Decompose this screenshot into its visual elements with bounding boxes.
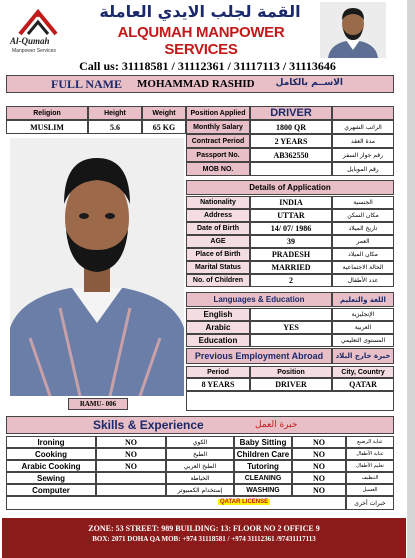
age-value: 39 [250,235,332,248]
weight-value: 65 KG [142,120,186,134]
religion-header: Religion [6,106,88,120]
dob-arabic: تاريخ الميلاد [332,222,394,235]
cooking-label: Cooking [6,448,96,460]
children-value: 2 [250,274,332,287]
position-applied-value: DRIVER [250,106,332,120]
employment-title-arabic: خبرة خارج البلاد [332,348,394,364]
position-spacer [332,106,394,120]
baby-sitting-label: Baby Sitting [234,436,292,448]
logo-icon [16,6,60,36]
ironing-value: NO [96,436,166,448]
arabic-label: Arabic [186,321,250,334]
sewing-value [96,472,166,484]
header-photo [320,2,386,58]
children-care-label: Children Care [234,448,292,460]
marital-status-arabic: الحالة الاجتماعية [332,261,394,274]
computer-value [96,484,166,496]
footer-address-line: ZONE: 53 STREET: 989 BUILDING: 13: FLOOR NO 2 OFFICE 9 [88,524,320,533]
emp-position-header: Position [250,366,332,378]
full-name-row [6,75,394,93]
height-header: Height [88,106,142,120]
tutoring-value: NO [292,460,346,472]
cooking-value: NO [96,448,166,460]
weight-header: Weight [142,106,186,120]
education-value [250,334,332,347]
cleaning-value: NO [292,472,346,484]
education-label: Education [186,334,250,347]
position-applied-header: Position Applied [186,106,250,120]
arabic-cooking-value: NO [96,460,166,472]
photo-code-badge: RAMU- 006 [68,398,128,410]
dob-label: Date of Birth [186,222,250,235]
mobile-label: MOB NO. [186,162,250,176]
tutoring-arabic: تعليم الأطفال [346,460,394,472]
cleaning-label: CLEANING [234,472,292,484]
skills-title: Skills & Experience [93,418,204,432]
marital-status-label: Marital Status [186,261,250,274]
arabic-cooking-arabic: الطبخ العربي [166,460,234,472]
arabic-title: القمة لجلب الايدي العاملة [99,2,301,21]
mobile-arabic: رقم الموبايل [332,162,394,176]
children-care-arabic: عناية الأطفال [346,448,394,460]
ironing-label: Ironing [6,436,96,448]
logo-text: Al-Qumah [10,36,50,46]
address-arabic: مكان السكن [332,209,394,222]
full-name-value: MOHAMMAD RASHID [137,78,255,90]
passport-label: Passport No. [186,148,250,162]
period-header: Period [186,366,250,378]
english-label: English [186,308,250,321]
full-name-label: FULL NAME [51,77,123,91]
age-arabic: العمر [332,235,394,248]
employment-title: Previous Employment Abroad [186,348,332,364]
full-name-arabic: الاســم بالكامل [275,78,343,88]
languages-title: Languages & Education [186,292,332,307]
english-title: ALQUMAH MANPOWER SERVICES [117,24,285,58]
contract-label: Contract Period [186,134,250,148]
place-of-birth-label: Place of Birth [186,248,250,261]
washing-value: NO [292,484,346,496]
children-arabic: عدد الأطفال [332,274,394,287]
emp-position-value: DRIVER [250,378,332,391]
city-country-value: QATAR [332,378,394,391]
address-value: UTTAR [250,209,332,222]
english-value [250,308,332,321]
cooking-arabic: الطبخ [166,448,234,460]
place-of-birth-value: PRADESH [250,248,332,261]
employment-blank-row [186,391,394,411]
logo-subtitle: Manpower Services [12,48,56,54]
cleaning-arabic: التنظيف [346,472,394,484]
skills-title-arabic: خبرة العمل [255,420,298,430]
mobile-value [250,162,332,176]
arabic-arabic: العربية [332,321,394,334]
applicant-photo [10,138,184,396]
other-skills-row [6,496,346,510]
salary-value: 1800 QR [250,120,332,134]
contract-value: 2 YEARS [250,134,332,148]
children-care-value: NO [292,448,346,460]
nationality-label: Nationality [186,196,250,209]
footer-bar [2,518,406,558]
marital-status-value: MARRIED [250,261,332,274]
place-of-birth-arabic: مكان الميلاد [332,248,394,261]
skills-title-bar [6,416,394,434]
tutoring-label: Tutoring [234,460,292,472]
baby-sitting-value: NO [292,436,346,448]
baby-sitting-arabic: عناية الرضيع [346,436,394,448]
sewing-arabic: الخياطة [166,472,234,484]
religion-value: MUSLIM [6,120,88,134]
age-label: AGE [186,235,250,248]
page-edge [407,0,415,558]
salary-label: Monthly Salary [186,120,250,134]
details-title: Details of Application [186,180,394,195]
call-us-line: Call us: 31118581 / 31112361 / 31117113 / 31113646 [79,59,336,73]
computer-arabic: إستخدام الكمبيوتر [166,484,234,496]
computer-label: Computer [6,484,96,496]
arabic-cooking-label: Arabic Cooking [6,460,96,472]
contract-arabic: مدة العقد [332,134,394,148]
dob-value: 14/ 07/ 1986 [250,222,332,235]
english-arabic: الإنجليزية [332,308,394,321]
footer-contact-line: BOX: 2071 DOHA QA MOB: +974 31118581 / +974 31112361 /97431117113 [92,535,316,543]
city-country-header: City, Country [332,366,394,378]
other-skills-arabic: خبرات أخرى [346,496,394,510]
height-value: 5.6 [88,120,142,134]
salary-arabic: الراتب الشهري [332,120,394,134]
other-skills-value: QATAR LICENSE [220,499,269,505]
education-arabic: المستوى التعليمي [332,334,394,347]
nationality-value: INDIA [250,196,332,209]
address-label: Address [186,209,250,222]
period-value: 8 YEARS [186,378,250,391]
languages-title-arabic: اللغة والتعليم [332,292,394,307]
children-label: No. of Children [186,274,250,287]
sewing-label: Sewing [6,472,96,484]
arabic-value: YES [250,321,332,334]
washing-label: WASHING [234,484,292,496]
passport-arabic: رقم جواز السفر [332,148,394,162]
passport-value: AB362550 [250,148,332,162]
company-logo [8,6,72,58]
washing-arabic: الغسيل [346,484,394,496]
ironing-arabic: الكوي [166,436,234,448]
nationality-arabic: الجنسية [332,196,394,209]
